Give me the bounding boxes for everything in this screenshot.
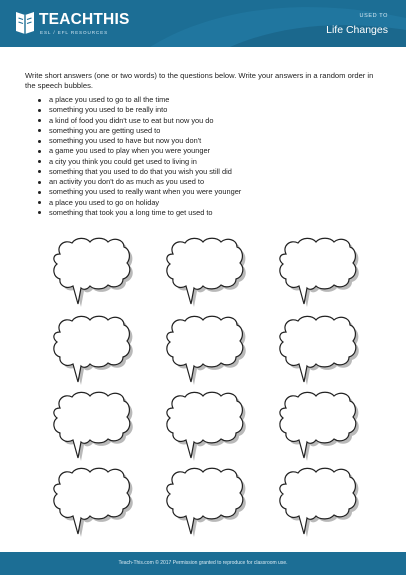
list-item: something you used to really want when you were younger (38, 187, 368, 197)
bullet-icon (38, 109, 41, 112)
speech-bubble-icon (167, 392, 246, 461)
page-title: Life Changes (326, 24, 388, 36)
bullet-icon (38, 150, 41, 153)
list-item: something that you used to do that you wish you still did (38, 167, 368, 177)
list-item: something you used to be really into (38, 105, 368, 115)
speech-bubble-icon (54, 468, 133, 537)
brand-name: TEACHTHIS (39, 11, 130, 28)
list-item: something you used to have but now you don't (38, 136, 368, 146)
brand-tagline: ESL / EFL RESOURCES (40, 30, 109, 35)
list-item: something that took you a long time to get used to (38, 208, 368, 218)
bullet-icon (38, 140, 41, 143)
bullet-icon (38, 160, 41, 163)
bullet-icon (38, 129, 41, 132)
question-list (38, 95, 368, 218)
list-item: a city you think you could get used to living in (38, 157, 368, 167)
list-item: an activity you don't do as much as you used to (38, 177, 368, 187)
bullet-icon (38, 181, 41, 184)
book-icon (14, 9, 36, 35)
list-item: a place you used to go to all the time (38, 95, 368, 105)
speech-bubble-icon (167, 238, 246, 307)
speech-bubble-icon (280, 316, 359, 385)
page-footer: Teach-This.com © 2017 Permission granted to reproduce for classroom use. (0, 552, 406, 575)
speech-bubble-icon (54, 316, 133, 385)
instructions-text: Write short answers (one or two words) to the questions below. Write your answers in a random order in the speech bubbles. (25, 71, 374, 91)
bullet-icon (38, 191, 41, 194)
list-item: something you are getting used to (38, 126, 368, 136)
list-item: a kind of food you didn't use to eat but now you do (38, 116, 368, 126)
speech-bubble-grid (0, 230, 406, 550)
speech-bubble-icon (167, 468, 246, 537)
bullet-icon (38, 170, 41, 173)
speech-bubble-icon (167, 316, 246, 385)
section-label: USED TO (359, 13, 388, 19)
bullet-icon (38, 99, 41, 102)
list-item: a game you used to play when you were younger (38, 146, 368, 156)
speech-bubble-icon (54, 392, 133, 461)
page-header (0, 0, 406, 47)
speech-bubble-icon (280, 468, 359, 537)
bullet-icon (38, 119, 41, 122)
speech-bubble-icon (280, 238, 359, 307)
bullet-icon (38, 211, 41, 214)
speech-bubble-icon (54, 238, 133, 307)
list-item: a place you used to go on holiday (38, 198, 368, 208)
brand-logo (14, 8, 130, 40)
bullet-icon (38, 201, 41, 204)
speech-bubble-icon (280, 392, 359, 461)
